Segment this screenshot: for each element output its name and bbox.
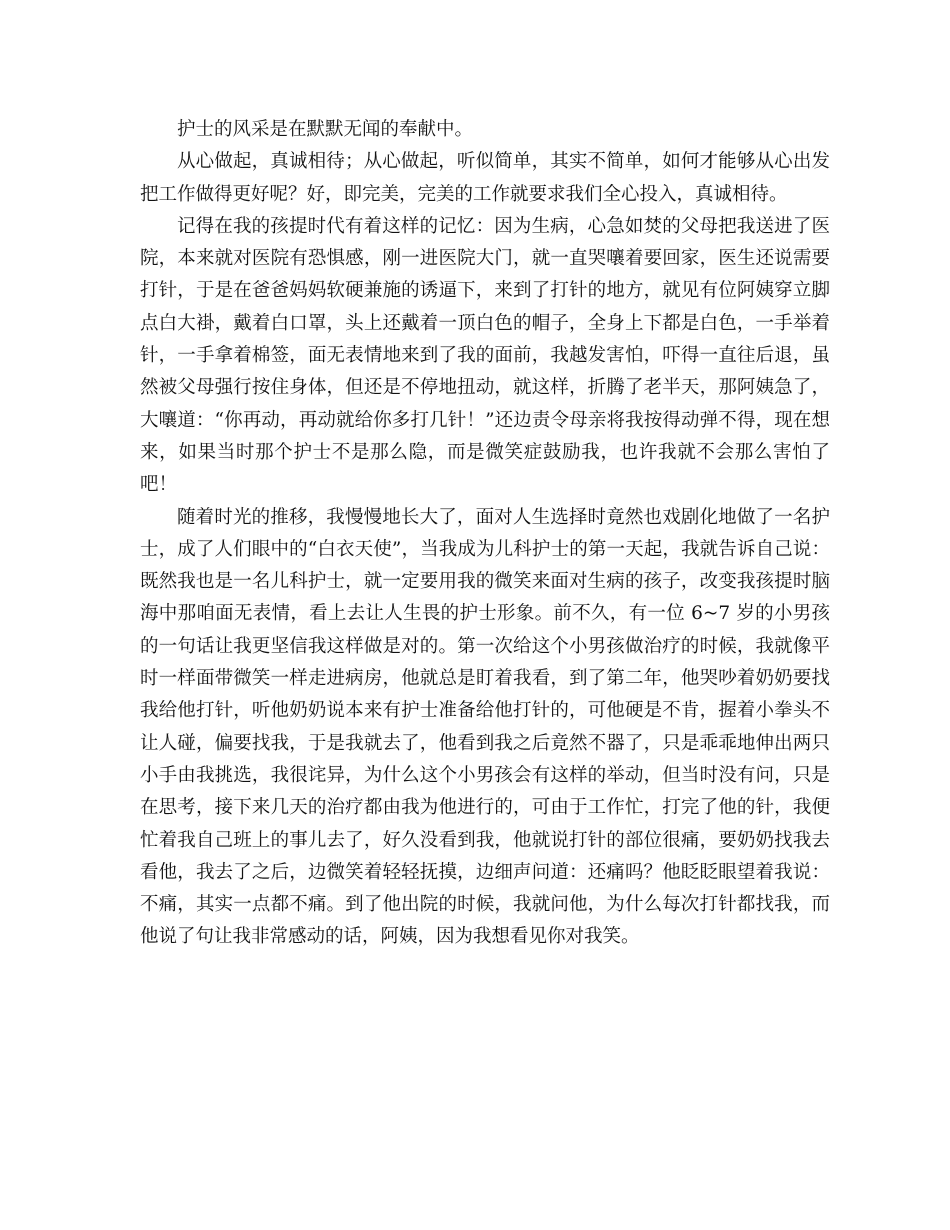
paragraph: 护士的风采是在默默无闻的奉献中。 bbox=[177, 119, 474, 140]
paragraph: 随着时光的推移，我慢慢地长大了，面对人生选择时竟然也戏剧化地做了一名护士，成了人们眼中的“白衣天使”，当我成为儿科护士的第一天起，我就告诉自己说：既然我也是一名儿科护士，就一定要用我的微笑来面对生病的孩子，改变我孩提时脑海中那咱面无表情，看上去让人生畏的护士形象。前不久，有一位 6~7 岁的小男孩的一句话让我更坚信我这样做是对的。第一次给这个小男孩做治疗的时候，我就像平时一样面带微笑一样走进病房，他就总是盯着我看，到了第二年，他哭吵着奶奶要找我给他打针，听他奶奶说本来有护士准备给他打针的，可他硬是不肯，握着小拳头不让人碰，偏要找我，于是我就去了，他看到我之后竟然不器了，只是乖乖地伸出两只小手由我挑选，我很诧异，为什么这个小男孩会有这样的举动，但当时没有问，只是在思考，接下来几天的治疗都由我为他进行的，可由于工作忙，打完了他的针，我便忙着我自己班上的事儿去了，好久没看到我，他就说打针的部位很痛，要奶奶找我去看他，我去了之后，边微笑着轻轻抚摸，边细声问道：还痛吗？他眨眨眼望着我说：不痛，其实一点都不痛。到了他出院的时候，我就问他，为什么每次打针都找我，而他说了句让我非常感动的话，阿姨，因为我想看见你对我笑。 bbox=[140, 506, 830, 948]
paragraph: 记得在我的孩提时代有着这样的记忆：因为生病，心急如焚的父母把我送进了医院，本来就对医院有恐惧感，刚一进医院大门，就一直哭嚷着要回家，医生还说需要打针，于是在爸爸妈妈软硬兼施的诱逼下，来到了打针的地方，就见有位阿姨穿立脚点白大褂，戴着白口罩，头上还戴着一顶白色的帽子，全身上下都是白色，一手举着针，一手拿着棉签，面无表情地来到了我的面前，我越发害怕，吓得一直往后退，虽然被父母强行按住身体，但还是不停地扭动，就这样，折腾了老半天，那阿姨急了，大嚷道：“你再动，再动就给你多打几针！”还边责令母亲将我按得动弹不得，现在想来，如果当时那个护士不是那么隐，而是微笑症鼓励我，也许我就不会那么害怕了吧！ bbox=[140, 215, 830, 496]
document-body bbox=[140, 114, 830, 954]
paragraph: 从心做起，真诚相待；从心做起，听似简单，其实不简单，如何才能够从心出发把工作做得更好呢？好，即完美，完美的工作就要求我们全心投入，真诚相待。 bbox=[140, 151, 830, 205]
